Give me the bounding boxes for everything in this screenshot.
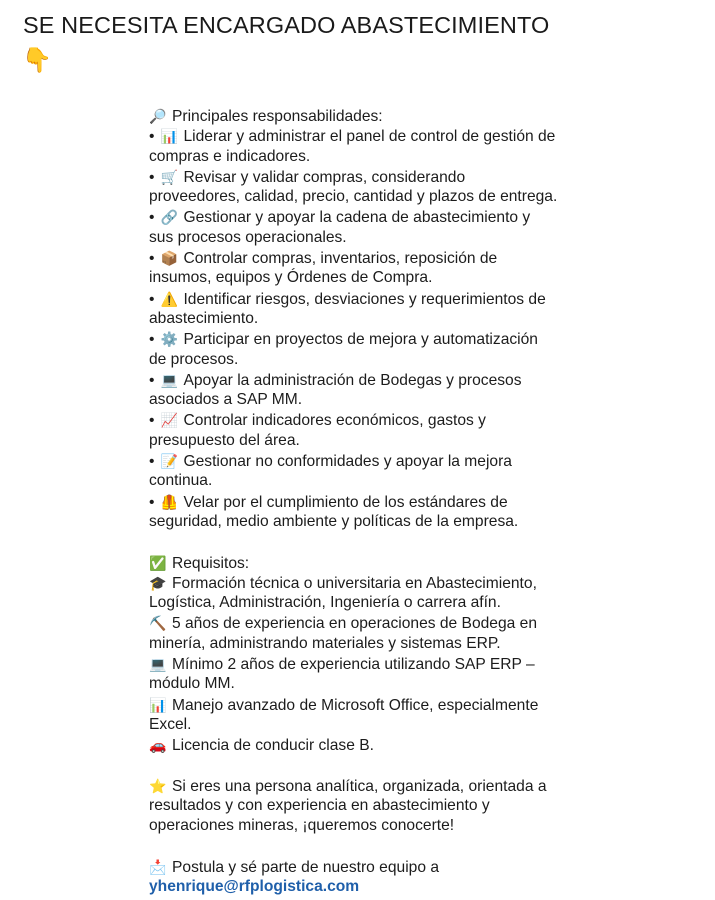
responsibilities-heading-text: Principales responsabilidades: — [172, 108, 383, 125]
requirements-heading-text: Requisitos: — [172, 554, 250, 572]
list-item-text: Mínimo 2 años de experiencia utilizando SAP ERP – — [172, 656, 535, 674]
list-item-text: Participar en proyectos de mejora y automatización — [183, 331, 538, 349]
list-item-text: Identificar riesgos, desviaciones y requerimientos de — [183, 290, 546, 308]
list-item-text: 5 años de experiencia en operaciones de Bodega en — [172, 615, 537, 633]
list-item-continuation: proveedores, calidad, precio, cantidad y plazos de entrega. — [149, 188, 558, 206]
package-icon: 📦 — [160, 250, 179, 267]
closing-line — [149, 776, 709, 796]
trending-up-chart-icon: 📈 — [160, 412, 179, 429]
list-item — [149, 207, 709, 227]
list-item — [149, 695, 709, 715]
spacer — [149, 837, 709, 857]
list-item — [149, 573, 709, 593]
list-item-text: Revisar y validar compras, considerando — [183, 168, 466, 186]
list-item — [149, 492, 709, 512]
list-item-text: Apoyar la administración de Bodegas y procesos — [183, 371, 522, 389]
list-item-continuation: Excel. — [149, 715, 192, 733]
bullet: • — [149, 168, 155, 186]
bullet: • — [149, 250, 155, 268]
pointing-down-icon: 👇 — [22, 47, 52, 74]
list-item-continuation: de procesos. — [149, 350, 239, 368]
bullet: • — [149, 209, 155, 227]
magnifier-icon: 🔎 — [149, 108, 167, 124]
list-item-continuation: insumos, equipos y Órdenes de Compra. — [149, 269, 433, 287]
bullet: • — [149, 128, 155, 146]
list-item — [149, 167, 709, 187]
bullet: • — [149, 290, 155, 308]
list-item-text: Controlar indicadores económicos, gastos y — [183, 412, 486, 430]
list-item — [149, 248, 709, 268]
bullet: • — [149, 453, 155, 471]
bullet: • — [149, 412, 155, 430]
list-item-text: Manejo avanzado de Microsoft Office, especialmente — [172, 696, 539, 714]
list-item-continuation: asociados a SAP MM. — [149, 391, 303, 409]
list-item-text: Liderar y administrar el panel de control de gestión de — [183, 128, 556, 146]
check-mark-icon: ✅ — [149, 554, 167, 571]
list-item-continuation: módulo MM. — [149, 675, 235, 693]
safety-vest-icon: 🦺 — [160, 493, 179, 510]
laptop-icon: 💻 — [160, 371, 179, 388]
spacer — [149, 756, 709, 776]
bar-chart-icon: 📊 — [160, 128, 179, 145]
list-item — [149, 410, 709, 430]
car-icon: 🚗 — [149, 737, 167, 754]
list-item — [149, 370, 709, 390]
bullet: • — [149, 371, 155, 389]
list-item-text: Formación técnica o universitaria en Abastecimiento, — [172, 574, 537, 592]
list-item-text: Gestionar no conformidades y apoyar la mejora — [183, 453, 512, 471]
chain-link-icon: 🔗 — [160, 209, 179, 226]
apply-line — [149, 857, 709, 877]
list-item — [149, 289, 709, 309]
responsibilities-heading — [149, 106, 709, 126]
envelope-icon: 📩 — [149, 858, 167, 875]
list-item-continuation: sus procesos operacionales. — [149, 228, 347, 246]
closing-line: resultados y con experiencia en abastecimiento y — [149, 797, 490, 815]
list-item-continuation: continua. — [149, 472, 213, 490]
list-item-continuation: abastecimiento. — [149, 309, 259, 327]
email-link[interactable]: yhenrique@rfplogistica.com — [149, 878, 360, 896]
list-item — [149, 613, 709, 633]
list-item-continuation: Logística, Administración, Ingeniería o carrera afín. — [149, 594, 501, 612]
gear-icon: ⚙️ — [160, 331, 179, 348]
list-item — [149, 126, 709, 146]
list-item-text: Controlar compras, inventarios, reposición de — [183, 250, 498, 268]
list-item-text: Licencia de conducir clase B. — [172, 737, 374, 755]
list-item-text: Gestionar y apoyar la cadena de abastecimiento y — [183, 209, 531, 227]
laptop-icon: 💻 — [149, 656, 167, 673]
spacer — [149, 532, 709, 552]
bullet: • — [149, 493, 155, 511]
post-title: SE NECESITA ENCARGADO ABASTECIMIENTO — [23, 12, 550, 38]
list-item-continuation: seguridad, medio ambiente y políticas de la empresa. — [149, 512, 519, 530]
list-item — [149, 735, 709, 755]
star-icon: ⭐ — [149, 777, 167, 794]
list-item — [149, 329, 709, 349]
shopping-cart-icon: 🛒 — [160, 168, 179, 185]
requirements-heading — [149, 553, 709, 573]
list-item — [149, 654, 709, 674]
graduation-cap-icon: 🎓 — [149, 574, 167, 591]
pickaxe-icon: ⛏️ — [149, 615, 167, 632]
closing-line: operaciones mineras, ¡queremos conocerte! — [149, 817, 455, 835]
apply-text: Postula y sé parte de nuestro equipo a — [172, 858, 440, 876]
post-body — [149, 106, 709, 898]
list-item-continuation: minería, administrando materiales y sistemas ERP. — [149, 634, 501, 652]
bar-chart-icon: 📊 — [149, 696, 167, 713]
memo-icon: 📝 — [160, 453, 179, 470]
warning-icon: ⚠️ — [160, 290, 179, 307]
list-item-text: Velar por el cumplimiento de los estándares de — [183, 493, 508, 511]
closing-text: Si eres una persona analítica, organizada, orientada a — [172, 777, 547, 795]
list-item — [149, 451, 709, 471]
bullet: • — [149, 331, 155, 349]
apply-email-line — [149, 877, 709, 897]
list-item-continuation: compras e indicadores. — [149, 147, 311, 165]
list-item-continuation: presupuesto del área. — [149, 431, 300, 449]
